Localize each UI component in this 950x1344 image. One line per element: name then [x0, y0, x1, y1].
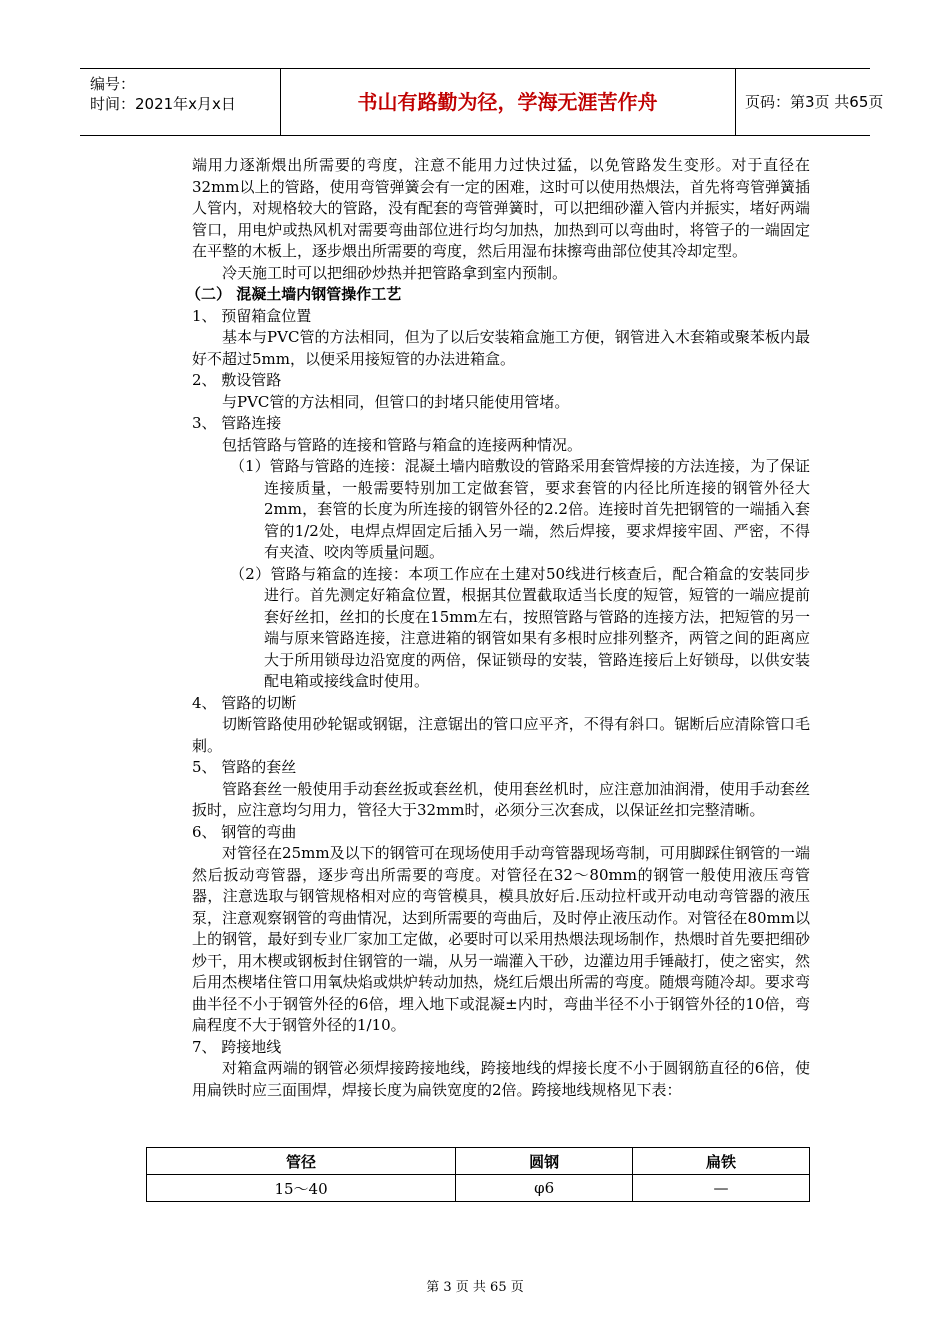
page-number-label: 页码：第3页 共65页	[745, 93, 884, 111]
table-cell: φ6	[456, 1175, 633, 1202]
table-header-row	[147, 1148, 810, 1175]
header-page	[735, 69, 884, 135]
paragraph: 基本与PVC管的方法相同，但为了以后安装箱盒施工方便，钢管进入木套箱或聚苯板内最好不超过5mm，以便采用接短管的办法进箱盒。	[192, 328, 810, 368]
number-label: 编号：	[90, 75, 136, 93]
numbered-heading: 5、 管路的套丝	[192, 758, 297, 776]
section-heading: （二） 混凝土墙内钢管操作工艺	[186, 285, 402, 303]
table-header-cell: 管径	[147, 1148, 456, 1175]
table-header-cell: 圆钢	[456, 1148, 633, 1175]
table-cell: —	[633, 1175, 810, 1202]
numbered-heading: 6、 钢管的弯曲	[192, 822, 297, 841]
sub-item: （1）管路与管路的连接：混凝土墙内暗敷设的管路采用套管焊接的方法连接，为了保证连接质量，一般需要特别加工定做套管，要求套管的内径比所连接的钢管外径大2mm，套管的长度为所连接的钢管外径的2.2倍。连接时首先把钢管的一端插入套管的1/2处，电焊点焊固定后插入另一端，然后焊接，要求焊接牢固、严密，不得有夹渣、咬肉等质量问题。	[230, 457, 810, 561]
page-footer: 第 3 页 共 65 页	[426, 1280, 524, 1295]
paragraph: 切断管路使用砂轮锯或钢锯，注意锯出的管口应平齐，不得有斜口。锯断后应清除管口毛刺。	[192, 715, 810, 755]
paragraph: 端用力逐渐煨出所需要的弯度，注意不能用力过快过猛，以免管路发生变形。对于直径在32mm以上的管路，使用弯管弹簧会有一定的困难，这时可以使用热煨法，首先将弯管弹簧插人管内，对规格较大的管路，没有配套的弯管弹簧时，可以把细砂灌入管内并振实，堵好两端管口，用电炉或热风机对需要弯曲部位进行均匀加热，加热到可以弯曲时，将管子的一端固定在平整的木板上，逐步煨出所需要的弯度，然后用湿布抹擦弯曲部位使其冷却定型。	[192, 156, 810, 260]
document-body	[186, 155, 810, 1101]
numbered-heading: 1、 预留箱盒位置	[192, 306, 312, 325]
numbered-heading: 2、 敷设管路	[192, 371, 282, 389]
paragraph: 对管径在25mm及以下的钢管可在现场使用手动弯管器现场弯制，可用脚踩住钢管的一端然后扳动弯管器，逐步弯出所需要的弯度。对管径在32～80mm的钢管一般使用液压弯管器，注意选取与钢管规格相对应的弯管模具，模具放好后.压动拉杆或开动电动弯管器的液压泵，注意观察钢管的弯曲情况，达到所需要的弯曲后，及时停止液压动作。对管径在80mm以上的钢管，最好到专业厂家加工定做，必要时可以采用热煨法现场制作，热煨时首先要把细砂炒干，用木楔或钢板封住钢管的一端，从另一端灌入干砂，边灌边用手锤敲打，使之密实，然后用杰楔堵住管口用氧炔焰或烘炉转动加热，烧红后煨出所需的弯度。随煨弯随冷却。要求弯曲半径不小于钢管外径的6倍，埋入地下或混凝±内时，弯曲半径不小于钢管外径的10倍，弯扁程度不大于钢管外径的1/10。	[192, 844, 810, 1034]
page-header	[80, 68, 884, 136]
numbered-heading: 4、 管路的切断	[192, 693, 297, 712]
time-label: 时间：2021年x月x日	[90, 95, 236, 113]
header-motto: 书山有路勤为径，学海无涯苦作舟	[280, 69, 736, 135]
spec-table	[146, 1147, 810, 1202]
numbered-heading: 7、 跨接地线	[192, 1037, 282, 1056]
paragraph: 对箱盒两端的钢管必须焊接跨接地线，跨接地线的焊接长度不小于圆钢筋直径的6倍，使用扁铁时应三面围焊，焊接长度为扁铁宽度的2倍。跨接地线规格见下表：	[192, 1059, 810, 1099]
sub-item: （2）管路与箱盒的连接：本项工作应在土建对50线进行核查后，配合箱盒的安装同步进行。首先测定好箱盒位置，根据其位置截取适当长度的短管，短管的一端应提前套好丝扣，丝扣的长度在15mm左右，按照管路与管路的连接方法，把短管的另一端与原来管路连接，注意进箱的钢管如果有多根时应排列整齐，两管之间的距离应大于所用锁母边沿宽度的两倍，保证锁母的安装，管路连接后上好锁母，以供安装配电箱或接线盒时使用。	[230, 564, 810, 690]
table-row	[147, 1175, 810, 1202]
paragraph: 管路套丝一般使用手动套丝扳或套丝机，使用套丝机时，应注意加油润滑，使用手动套丝扳时，应注意均匀用力，管径大于32mm时，必须分三次套成，以保证丝扣完整清晰。	[192, 779, 810, 819]
numbered-heading: 3、 管路连接	[192, 414, 282, 432]
table-header-cell: 扁铁	[633, 1148, 810, 1175]
table-cell: 15～40	[147, 1175, 456, 1202]
paragraph: 包括管路与管路的连接和管路与箱盒的连接两种情况。	[222, 435, 583, 454]
paragraph: 与PVC管的方法相同，但管口的封堵只能使用管堵。	[222, 392, 570, 411]
header-meta	[80, 69, 281, 135]
paragraph: 冷天施工时可以把细砂炒热并把管路拿到室内预制。	[222, 263, 568, 282]
